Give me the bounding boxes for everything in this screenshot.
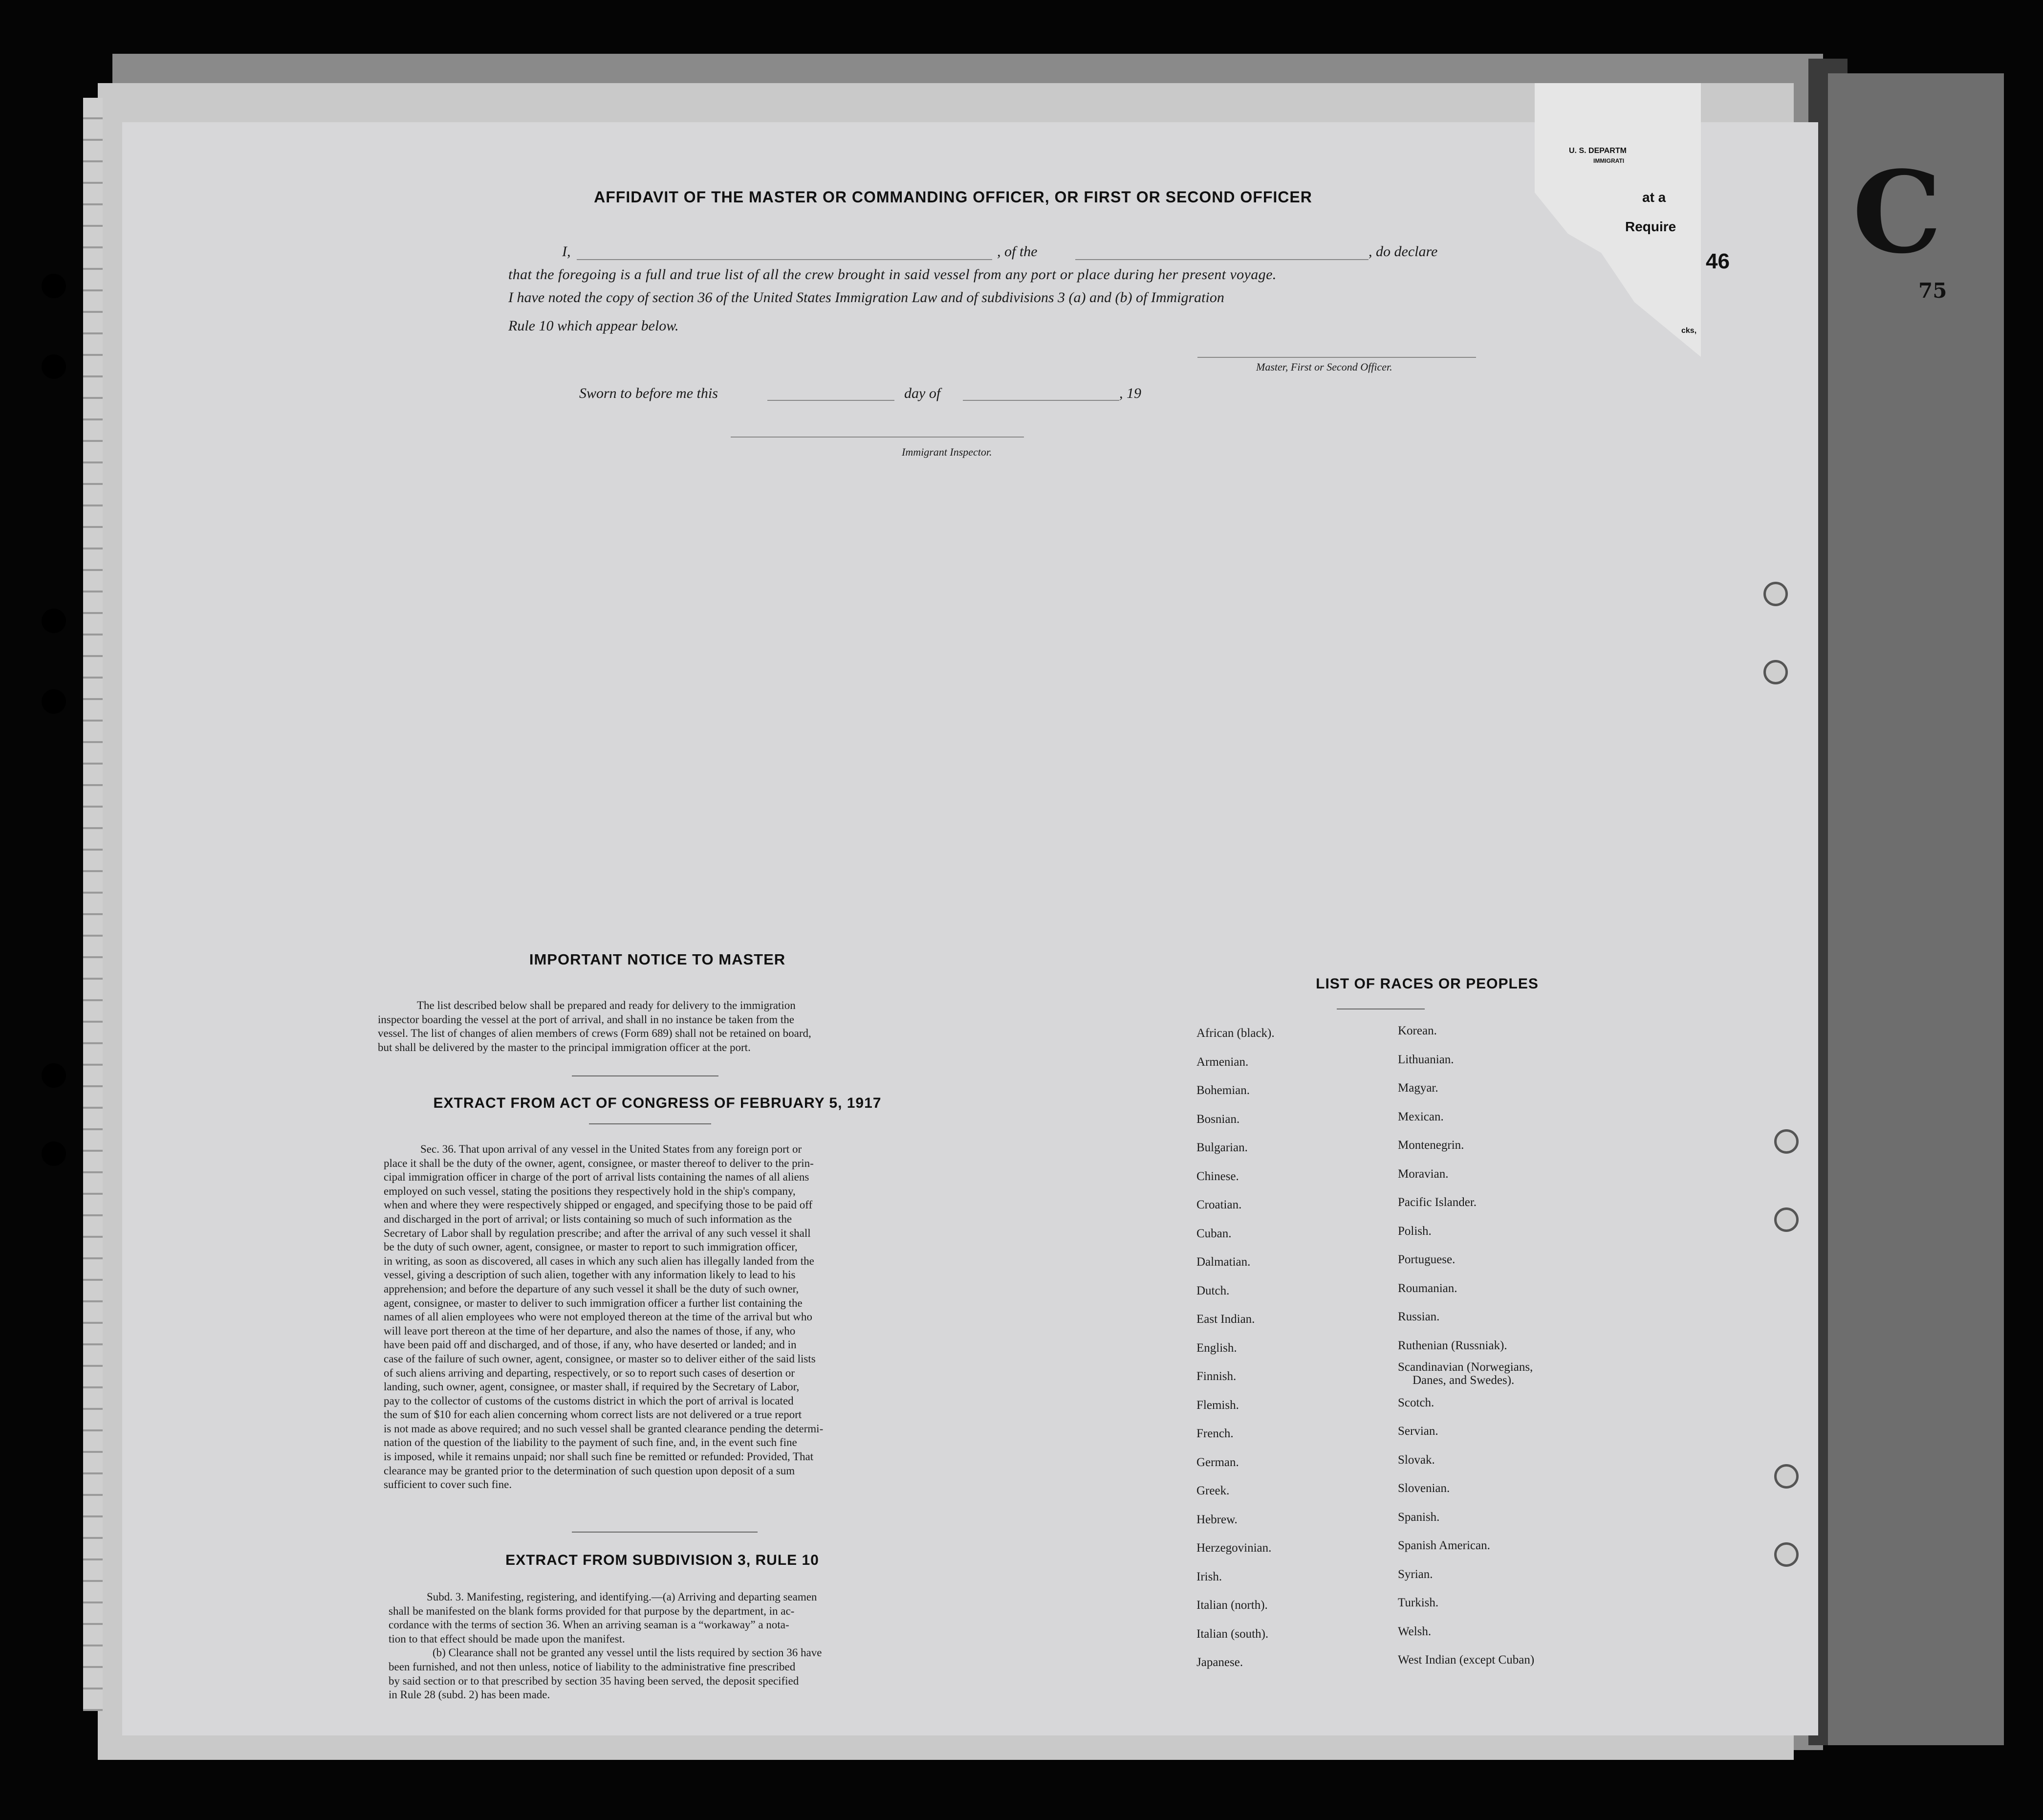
race-item: Finnish. — [1196, 1370, 1237, 1383]
race-item: Irish. — [1196, 1570, 1222, 1583]
punch-hole — [42, 609, 66, 633]
divider — [572, 1075, 718, 1076]
master-signature-line — [1197, 357, 1476, 358]
act-line: in writing, as soon as discovered, all cases in which any such alien has illegally landed from the — [384, 1254, 814, 1267]
binder-ring-hole — [1763, 582, 1788, 606]
act-body — [384, 1142, 948, 1492]
act-line: agent, consignee, or master to deliver to such immigration officer a further list containing the — [384, 1296, 803, 1309]
notice-line: inspector boarding the vessel at the port of arrival, and shall in no instance be taken from the — [378, 1013, 795, 1026]
race-item: Japanese. — [1196, 1656, 1243, 1669]
race-item: Scandinavian (Norwegians, — [1398, 1360, 1533, 1374]
binder-ring-hole — [1774, 1542, 1799, 1567]
act-line: will leave port thereon at the time of her departure, and also the names of those, if any, who — [384, 1324, 796, 1337]
race-item: Spanish. — [1398, 1510, 1440, 1524]
notice-line: but shall be delivered by the master to the principal immigration officer at the port. — [378, 1041, 751, 1053]
rule-line: (b) Clearance shall not be granted any vessel until the lists required by section 36 have — [433, 1646, 822, 1659]
binder-ring-hole — [1763, 660, 1788, 684]
act-line: when and where they were respectively shipped or engaged, and specifying those to be paid off — [384, 1199, 813, 1211]
race-item: Slovak. — [1398, 1453, 1435, 1467]
race-item: Lithuanian. — [1398, 1053, 1454, 1066]
act-line: and discharged in the port of arrival; or lists containing so much of such information as the — [384, 1212, 792, 1225]
race-item: Greek. — [1196, 1484, 1230, 1497]
race-item: East Indian. — [1196, 1313, 1255, 1326]
inspector-caption: Immigrant Inspector. — [902, 446, 992, 458]
binder-ring-hole — [1774, 1207, 1799, 1232]
notice-body — [378, 999, 940, 1054]
act-line: have been paid off and discharged, and of those, if any, who have deserted or landed; and in — [384, 1338, 797, 1351]
sworn-day-line — [767, 400, 894, 401]
act-line: clearance may be granted prior to the determination of such question upon deposit of a sum — [384, 1464, 795, 1477]
master-signature-caption: Master, First or Second Officer. — [1256, 361, 1392, 373]
torn-corner-immigration: IMMIGRATI — [1593, 157, 1625, 164]
rule-line: Subd. 3. Manifesting, registering, and identifying.—(a) Arriving and departing seamen — [427, 1591, 817, 1603]
race-item: Bulgarian. — [1196, 1141, 1248, 1154]
act-line: cipal immigration officer in charge of the port of arrival lists containing the names of all aliens — [384, 1171, 809, 1184]
act-line: vessel, giving a description of such alien, together with any information likely to lead to his — [384, 1269, 796, 1281]
affidavit-text-line3: I have noted the copy of section 36 of the United States Immigration Law and of subdivisions 3 (a) and (b) of Immigration — [508, 289, 1224, 306]
binder-tab — [1828, 73, 2004, 1745]
act-line: employed on such vessel, stating the positions they respectively hold in the ship's company, — [384, 1184, 796, 1197]
race-item: Bohemian. — [1196, 1084, 1250, 1097]
race-item: Russian. — [1398, 1310, 1440, 1323]
rule-line: in Rule 28 (subd. 2) has been made. — [389, 1688, 550, 1701]
torn-corner-number: 46 — [1706, 249, 1730, 273]
act-line: case of the failure of such owner, agent, consignee, or master so to deliver either of the said lists — [384, 1352, 816, 1365]
race-item: Moravian. — [1398, 1167, 1449, 1181]
race-item: Dutch. — [1196, 1284, 1230, 1297]
affidavit-of-the: , of the — [997, 243, 1038, 260]
act-line: landing, such owner, agent, consignee, or master shall, if required by the Secretary of Labor, — [384, 1381, 800, 1393]
month-blank-line — [963, 400, 1119, 401]
race-item: Bosnian. — [1196, 1112, 1240, 1126]
act-line: of such aliens arriving and departing, respectively, or so to report such cases of desertion or — [384, 1366, 795, 1379]
race-item: Dalmatian. — [1196, 1255, 1251, 1269]
act-line: apprehension; and before the departure of any such vessel it shall be the duty of such owner, — [384, 1282, 799, 1295]
race-item: Chinese. — [1196, 1169, 1239, 1183]
race-item: West Indian (except Cuban) — [1398, 1653, 1535, 1667]
act-line: names of all alien employees who were not employed thereon at the time of the arrival but who — [384, 1311, 812, 1323]
rule-line: shall be manifested on the blank forms provided for that purpose by the department, in ac- — [389, 1604, 795, 1617]
race-item: Ruthenian (Russniak). — [1398, 1338, 1507, 1352]
races-left-column — [1196, 1019, 1392, 1677]
race-item: Turkish. — [1398, 1596, 1439, 1609]
race-item: Spanish American. — [1398, 1539, 1490, 1552]
race-item: Magyar. — [1398, 1081, 1438, 1095]
punch-hole — [42, 1141, 66, 1166]
punch-hole — [42, 689, 66, 714]
act-line: nation of the question of the liability to the payment of such fine, and, in the event such fine — [384, 1436, 797, 1449]
race-item: Pacific Islander. — [1398, 1196, 1477, 1209]
punch-hole — [42, 354, 66, 379]
race-item: Mexican. — [1398, 1110, 1444, 1123]
race-item: Cuban. — [1196, 1227, 1232, 1240]
race-item: Syrian. — [1398, 1567, 1433, 1581]
act-line: Sec. 36. That upon arrival of any vessel in the United States from any foreign port or — [420, 1143, 802, 1155]
binder-ring-hole — [1774, 1129, 1799, 1154]
torn-corner-dept: U. S. DEPARTM — [1569, 147, 1627, 155]
divider — [589, 1123, 711, 1124]
rule-line: tion to that effect should be made upon the manifest. — [389, 1632, 625, 1645]
affidavit-i: I, — [562, 243, 571, 260]
affidavit-text-line4: Rule 10 which appear below. — [508, 318, 679, 334]
race-item: German. — [1196, 1455, 1239, 1469]
act-line: is imposed, while it remains unpaid; nor shall such fine be remitted or refunded: Provided, That — [384, 1450, 814, 1463]
act-line: sufficient to cover such fine. — [384, 1478, 512, 1491]
notice-line: The list described below shall be prepared and ready for delivery to the immigration — [417, 999, 796, 1011]
act-line: pay to the collector of customs of the customs district in which the port of arrival is located — [384, 1394, 794, 1407]
race-item: Herzegovinian. — [1196, 1541, 1272, 1555]
act-line: Secretary of Labor shall by regulation prescribe; and after the arrival of any such vessel it shall — [384, 1227, 811, 1239]
punch-hole — [42, 274, 66, 298]
race-item: Croatian. — [1196, 1198, 1242, 1211]
act-line: be the duty of such owner, agent, consignee, or master to report to such immigration officer, — [384, 1241, 798, 1253]
race-item: Korean. — [1398, 1024, 1437, 1037]
race-item-continued: Danes, and Swedes). — [1413, 1374, 1515, 1387]
act-line: place it shall be the duty of the owner, agent, consignee, or master thereof to deliver to the prin- — [384, 1157, 814, 1169]
notice-title: IMPORTANT NOTICE TO MASTER — [529, 951, 786, 968]
race-item: English. — [1196, 1341, 1237, 1355]
race-item: Italian (south). — [1196, 1627, 1269, 1641]
torn-corner-require: Require — [1625, 219, 1676, 234]
binder-tab-number: 75 — [1918, 279, 1947, 303]
sworn-text: Sworn to before me this — [579, 385, 718, 401]
act-line: the sum of $10 for each alien concerning whom correct lists are not delivered or a true report — [384, 1408, 802, 1421]
notice-line: vessel. The list of changes of alien members of crews (Form 689) shall not be retained on board, — [378, 1027, 811, 1040]
race-item: French. — [1196, 1427, 1234, 1440]
act-title: EXTRACT FROM ACT OF CONGRESS OF FEBRUARY 5, 1917 — [433, 1095, 882, 1111]
torn-corner-at-a: at a — [1642, 190, 1666, 205]
race-item: Scotch. — [1398, 1396, 1434, 1409]
affidavit-declare: , do declare — [1369, 243, 1438, 260]
race-item: Slovenian. — [1398, 1482, 1450, 1495]
year-text: , 19 — [1119, 385, 1141, 401]
races-right-column — [1398, 1017, 1642, 1675]
race-item: Polish. — [1398, 1224, 1432, 1238]
race-item: Portuguese. — [1398, 1253, 1456, 1266]
rule-title: EXTRACT FROM SUBDIVISION 3, RULE 10 — [505, 1552, 819, 1568]
binder-ring-hole — [1774, 1464, 1799, 1489]
affidavit-title: AFFIDAVIT OF THE MASTER OR COMMANDING OFFICER, OR FIRST OR SECOND OFFICER — [594, 188, 1312, 206]
act-line: is not made as above required; and no such vessel shall be granted clearance pending the determi- — [384, 1422, 824, 1435]
race-item: Italian (north). — [1196, 1599, 1268, 1612]
rule-line: been furnished, and not then unless, notice of liability to the administrative fine prescribed — [389, 1660, 796, 1673]
rule-line: by said section or to that prescribed by section 35 having been served, the deposit specified — [389, 1674, 799, 1687]
race-item: African (black). — [1196, 1027, 1275, 1040]
race-item: Armenian. — [1196, 1055, 1249, 1069]
divider — [572, 1532, 758, 1533]
affidavit-text-line2: that the foregoing is a full and true list of all the crew brought in said vessel from any port or place during her present voyage. — [508, 266, 1277, 283]
day-of-text: day of — [904, 385, 941, 401]
torn-corner-cks: cks, — [1681, 327, 1697, 335]
race-item: Hebrew. — [1196, 1513, 1238, 1526]
punch-hole — [42, 1063, 66, 1088]
race-item: Flemish. — [1196, 1398, 1239, 1412]
ruled-page-edge — [83, 98, 103, 1711]
race-item: Welsh. — [1398, 1624, 1432, 1638]
race-item: Servian. — [1398, 1425, 1438, 1438]
inspector-signature-line — [731, 437, 1024, 438]
races-title: LIST OF RACES OR PEOPLES — [1316, 976, 1539, 992]
name-blank-line — [577, 259, 992, 260]
race-item: Montenegrin. — [1398, 1139, 1464, 1152]
rule-body — [389, 1590, 951, 1702]
binder-tab-letter: C — [1852, 147, 1942, 279]
rule-line: cordance with the terms of section 36. When an arriving seaman is a “workaway” a nota- — [389, 1619, 789, 1631]
vessel-blank-line — [1075, 259, 1369, 260]
race-item: Roumanian. — [1398, 1281, 1457, 1295]
